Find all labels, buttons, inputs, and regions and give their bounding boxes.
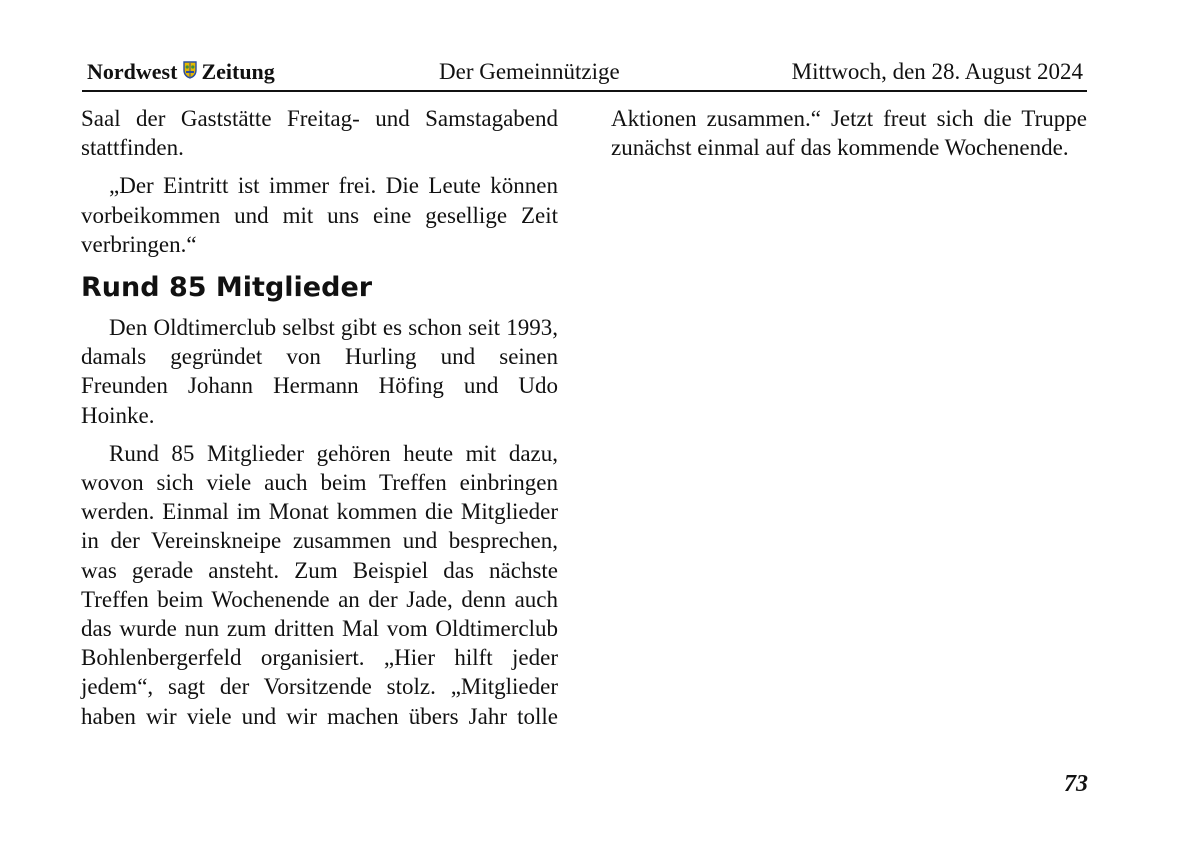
header-divider <box>82 90 1087 92</box>
subheading: Rund 85 Mitglieder <box>81 272 373 304</box>
newspaper-masthead <box>87 58 275 86</box>
paragraph-right-1: Aktionen zusammen.“ Jetzt freut sich die Truppe zunächst einmal auf das kommende Wochenende. <box>611 106 1087 161</box>
paragraph-4: Rund 85 Mitglieder gehören heute mit dazu, wovon sich viele auch beim Treffen einbringen werden. Einmal im Monat kommen die Mitglieder in der Vereinskneipe zusammen und besprechen, was gerade ansteht. Zum Beispiel das nächste Treffen beim Wochenende an der Jade, denn auch das wurde nun zum dritten Mal vom Oldtimerclub Bohlenbergerfeld organisiert. „Hier hilft jeder jedem“, sagt der Vorsitzende stolz. „Mitglieder haben wir viele und wir machen übers Jahr tolle <box>81 440 558 729</box>
masthead-left-word: Nordwest <box>87 59 178 84</box>
page-number: 73 <box>1064 771 1088 797</box>
issue-name: Der Gemeinnützige <box>439 59 620 84</box>
masthead-right-word: Zeitung <box>201 59 275 84</box>
right-column <box>611 104 1087 171</box>
coat-of-arms-icon <box>183 58 197 86</box>
paragraph-1: Saal der Gaststätte Freitag- und Samstagabend stattfinden. <box>81 106 558 161</box>
paragraph-2: „Der Eintritt ist immer frei. Die Leute können vorbeikommen und mit uns eine gesellige Zeit verbringen.“ <box>81 173 558 257</box>
left-column <box>81 104 558 740</box>
issue-date: Mittwoch, den 28. August 2024 <box>791 59 1083 84</box>
page-header <box>82 58 1087 88</box>
paragraph-3: Den Oldtimerclub selbst gibt es schon seit 1993, damals gegründet von Hurling und seinen Freunden Johann Hermann Höfing und Udo Hoinke. <box>81 315 558 428</box>
